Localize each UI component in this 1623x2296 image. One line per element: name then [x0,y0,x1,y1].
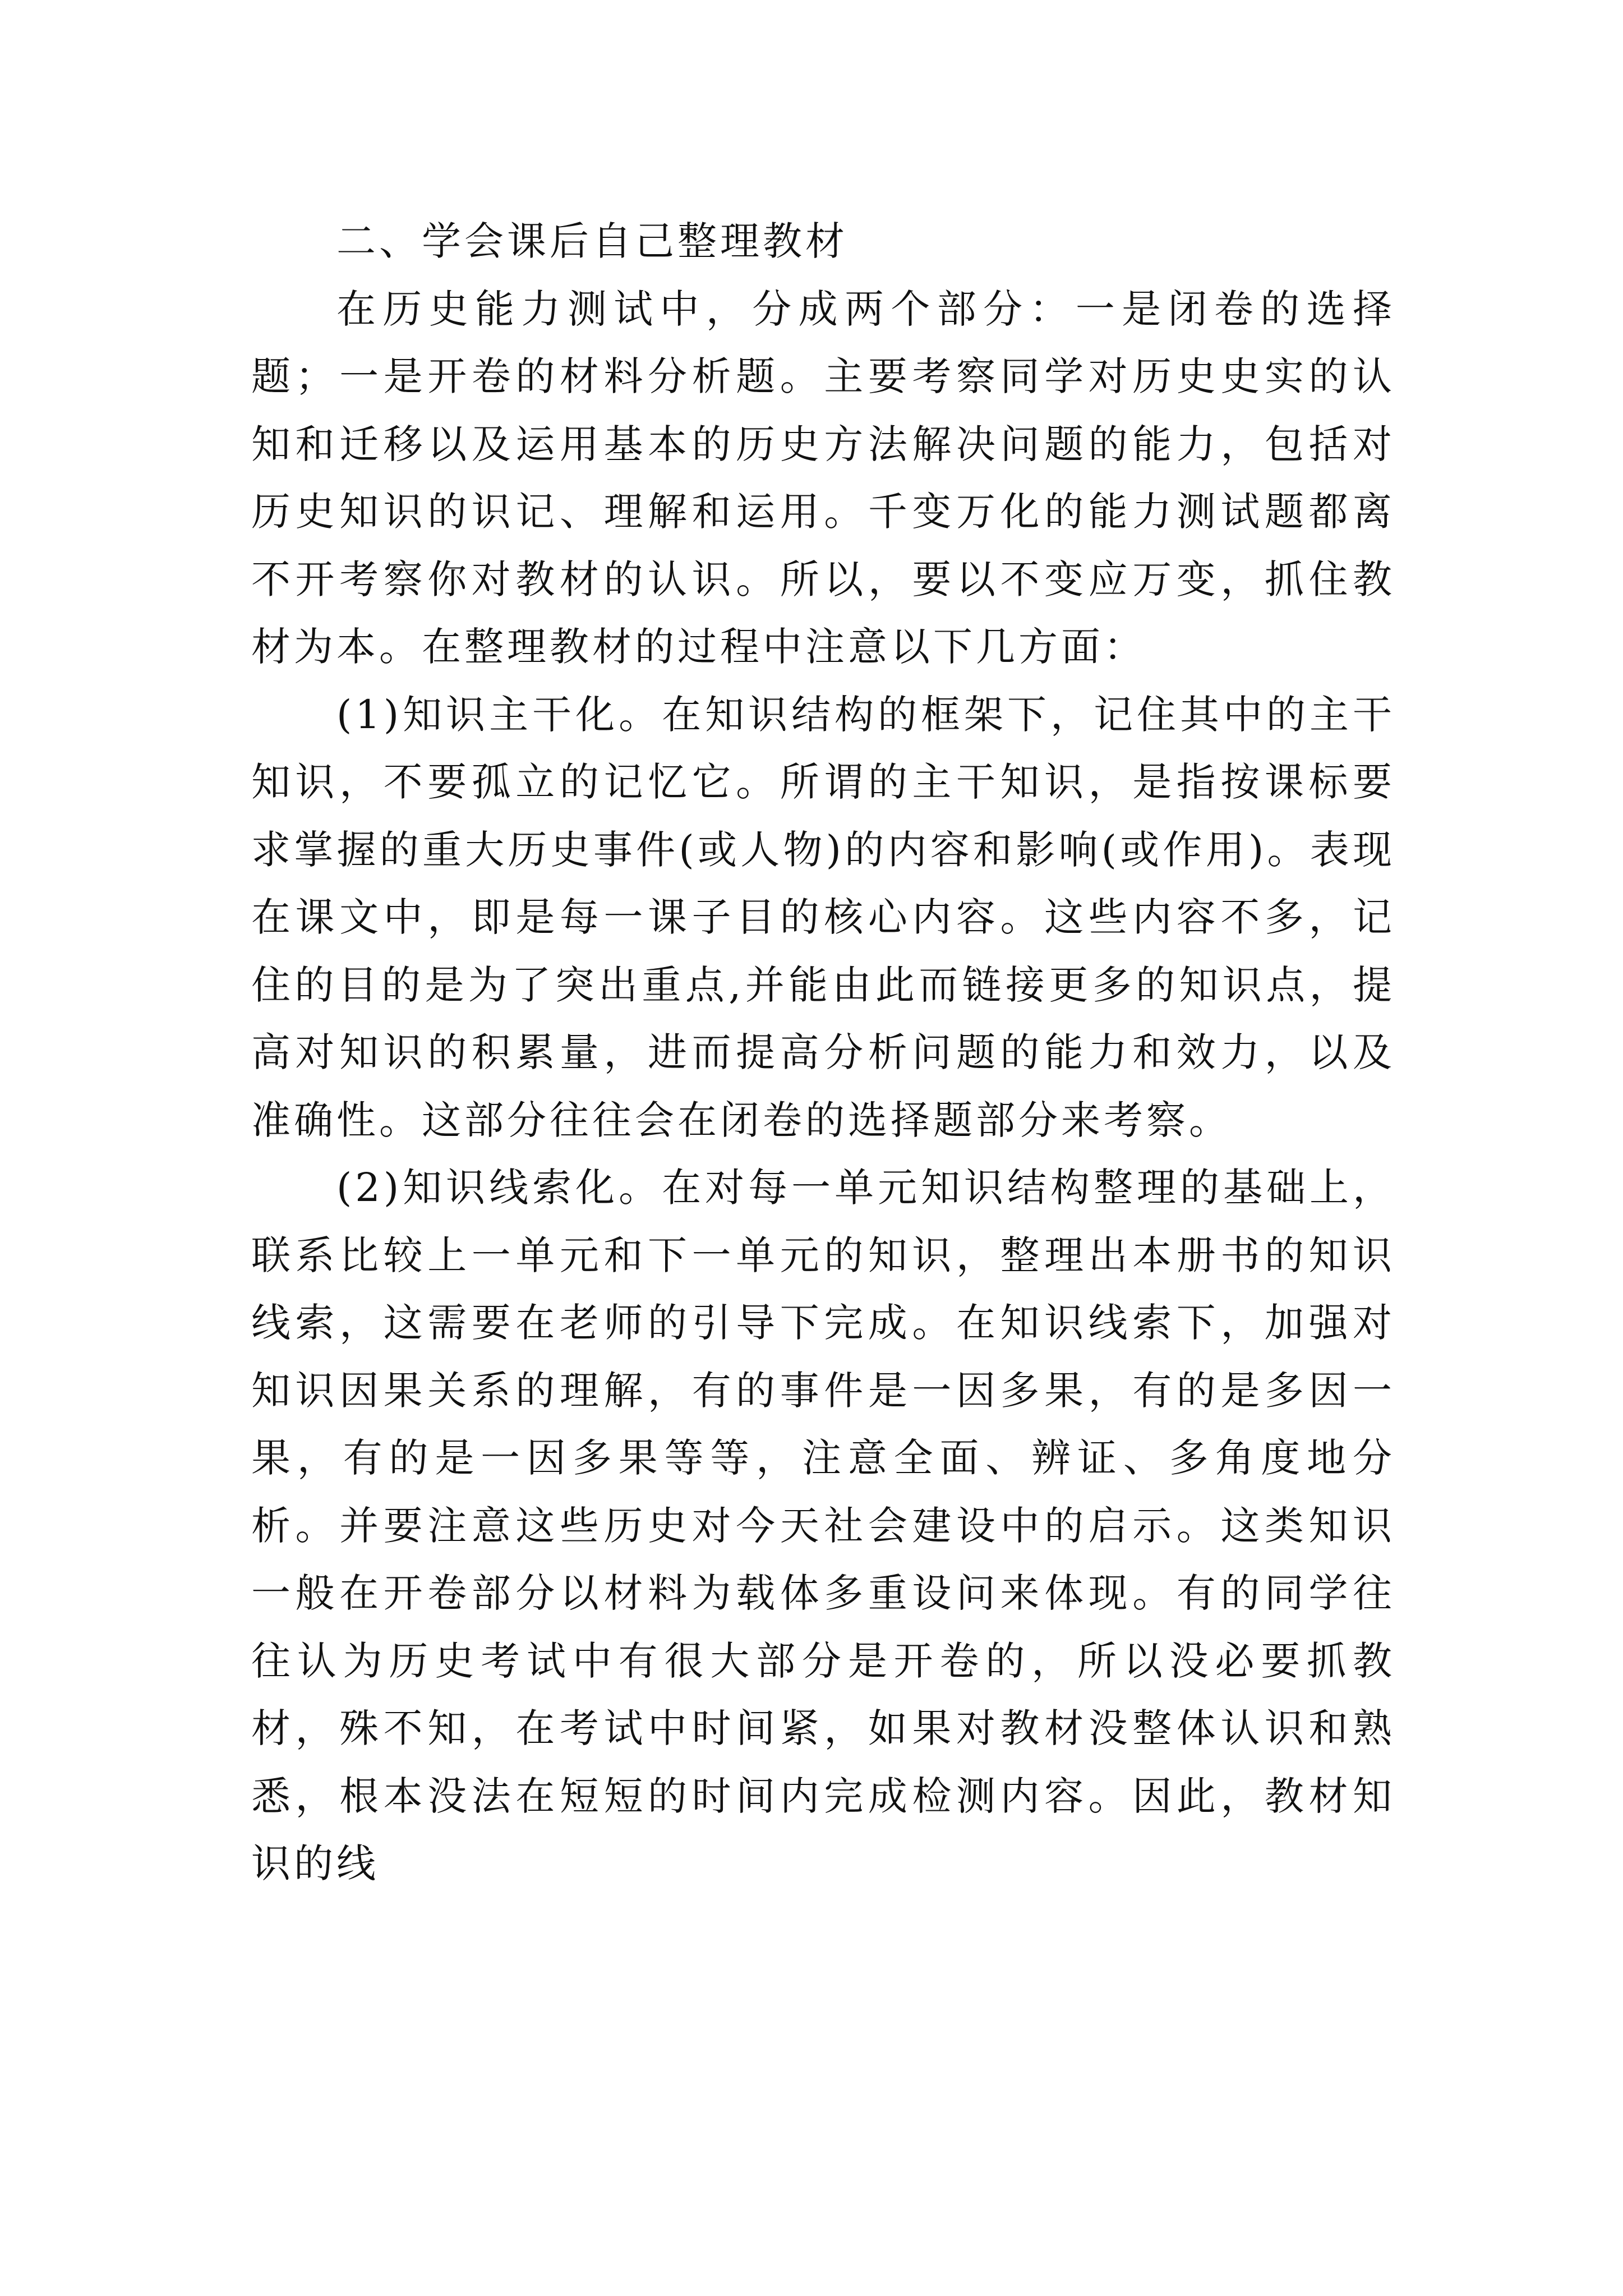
paragraph-point-2: (2)知识线索化。在对每一单元知识结构整理的基础上，联系比较上一单元和下一单元的知识，整理出本册书的知识线索，这需要在老师的引导下完成。在知识线索下，加强对知识因果关系的理解，有的事件是一因多果，有的是多因一果，有的是一因多果等等，注意全面、辨证、多角度地分析。并要注意这些历史对今天社会建设中的启示。这类知识一般在开卷部分以材料为载体多重设问来体现。有的同学往往认为历史考试中有很大部分是开卷的，所以没必要抓教材，殊不知，在考试中时间紧，如果对教材没整体认识和熟悉，根本没法在短短的时间内完成检测内容。因此，教材知识的线 [251,1165,1395,1887]
document-body [251,208,1395,1898]
paragraph-intro: 在历史能力测试中，分成两个部分：一是闭卷的选择题；一是开卷的材料分析题。主要考察同学对历史史实的认知和迁移以及运用基本的历史方法解决问题的能力，包括对历史知识的识记、理解和运用。千变万化的能力测试题都离不开考察你对教材的认识。所以，要以不变应万变，抓住教材为本。在整理教材的过程中注意以下几方面： [251,286,1395,670]
paragraph-point-1: (1)知识主干化。在知识结构的框架下，记住其中的主干知识，不要孤立的记忆它。所谓的主干知识，是指按课标要求掌握的重大历史事件(或人物)的内容和影响(或作用)。表现在课文中，即是每一课子目的核心内容。这些内容不多，记住的目的是为了突出重点,并能由此而链接更多的知识点，提高对知识的积累量，进而提高分析问题的能力和效力，以及准确性。这部分往往会在闭卷的选择题部分来考察。 [251,691,1395,1143]
section-heading: 二、学会课后自己整理教材 [336,218,848,264]
